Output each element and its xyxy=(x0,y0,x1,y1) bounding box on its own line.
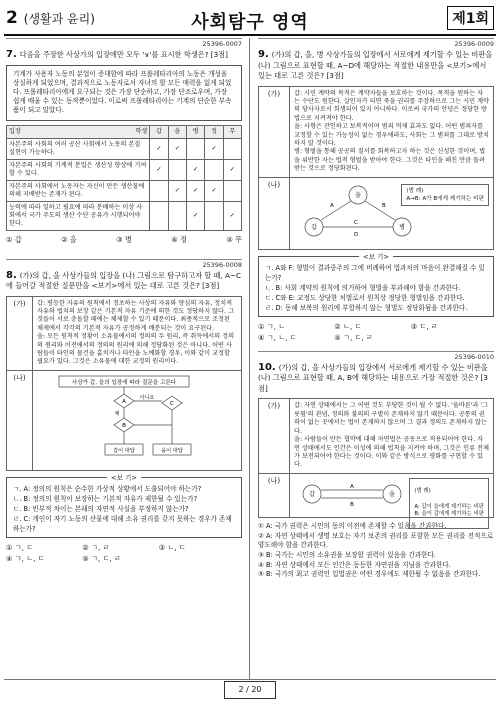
round-badge: 제1회 xyxy=(447,6,494,30)
bogi-item: ㄹ. D: 동해 보복의 원리에 부합하지 않는 형벌도 정당화됨을 간과한다. xyxy=(265,303,468,312)
node-eul: 을 xyxy=(355,191,361,199)
check-cell: ✓ xyxy=(168,180,186,201)
option-3[interactable]: ③ ㄴ, ㄷ xyxy=(158,543,186,553)
question-code: 25396-0010 xyxy=(258,351,494,361)
bogi-title: <보 기> xyxy=(107,473,141,483)
page-total: 20 xyxy=(251,685,262,694)
option-5[interactable]: ⑤ ㄱ, ㄷ, ㄹ xyxy=(334,332,373,342)
legend-text: A: 갑이 을에게 제기하는 비판 B: 을이 갑에게 제기하는 비판 xyxy=(414,503,484,518)
option-3[interactable]: ③ B: 국가는 시민의 소유권을 보장할 권력이 있음을 간과한다. xyxy=(258,550,437,559)
question-number: 7. xyxy=(6,49,17,60)
answer-options xyxy=(258,522,494,580)
subject-name: (생활과 윤리) xyxy=(23,12,95,26)
check-cell xyxy=(223,138,241,159)
question-number: 9. xyxy=(258,49,269,60)
question-stem: (가)의 갑, 을 사상가들의 입장을 (나) 그림으로 탐구하고자 할 때, A~C에 들어갈 적절한 질문만을 <보기>에서 있는 대로 고른 것은? [3점] xyxy=(6,270,241,291)
table-header: 갑 xyxy=(150,125,168,138)
answer-eul: 을이 대답 xyxy=(161,447,183,454)
check-cell: ✓ xyxy=(186,159,204,180)
bogi-item: ㄴ. B: 사회 계약의 원칙에 의거하여 형벌을 부과해야 함을 간과한다. xyxy=(265,283,461,292)
table-row xyxy=(7,180,242,201)
question-9 xyxy=(258,50,494,82)
option-4[interactable]: ④ 정 xyxy=(171,234,187,244)
edge-a: A xyxy=(330,202,334,209)
question-code: 25396-0009 xyxy=(258,38,494,48)
option-1[interactable]: ① 갑 xyxy=(6,234,22,244)
question-stem: 다음을 주장한 사상가의 입장에만 모두 '∨'를 표시한 학생은? [3점] xyxy=(19,50,228,59)
edge-a: A xyxy=(350,483,354,490)
question-stem: (가)의 갑, 을, 병 사상가들의 입장에서 서로에게 제기할 수 있는 비판을 (나) 그림으로 표현할 때, A~D에 해당하는 적절한 내용만을 <보기>에서 있는 대로 고른 것은? [3점] xyxy=(258,50,493,80)
check-cell: ✓ xyxy=(186,180,204,201)
check-cell: ✓ xyxy=(205,180,223,201)
passage-table xyxy=(258,86,494,250)
question-7 xyxy=(6,50,242,61)
passage-table xyxy=(258,398,494,518)
label-ga: (가) xyxy=(7,296,33,370)
legend-text: A→B: A가 B에게 제기하는 비판 xyxy=(406,195,484,202)
option-5[interactable]: ⑤ ㄱ, ㄷ, ㄹ xyxy=(82,554,121,564)
edge-yes: 예 xyxy=(114,410,120,417)
option-3[interactable]: ③ ㄷ, ㄹ xyxy=(410,321,438,331)
question-stem: (가)의 갑, 을 사상가들의 입장에서 서로에게 제기할 수 있는 비판을 (나) 그림으로 표현할 때, A, B에 해당하는 내용으로 가장 적절한 것은? [3점] xyxy=(258,362,488,393)
node-gap: 갑 xyxy=(311,223,317,231)
option-4[interactable]: ④ ㄱ, ㄴ, ㄷ xyxy=(258,332,297,342)
table-header: 병 xyxy=(186,125,204,138)
answer-ga: 갑이 대답 xyxy=(113,447,135,454)
check-cell: ✓ xyxy=(186,201,204,230)
node-eul: 을 xyxy=(389,490,395,498)
diagram-title: 사상가 갑, 을의 입장에 따라 질문을 고른다 xyxy=(71,379,177,386)
th-label-student: 학생 xyxy=(135,127,148,135)
page-header xyxy=(0,0,500,34)
check-cell xyxy=(150,201,168,230)
label-na: (나) xyxy=(7,370,33,470)
label-na: (나) xyxy=(259,177,290,249)
edge-c: C xyxy=(354,219,358,226)
header-rule xyxy=(4,34,496,36)
check-cell: ✓ xyxy=(150,138,168,159)
option-4[interactable]: ④ B: 자연 상태에서 모든 인간은 동등한 자연권을 지님을 간과한다. xyxy=(258,560,451,569)
row-text: 자본주의 사회의 여러 공산 사회에서 노동의 본질 실현이 가능하다. xyxy=(7,138,150,159)
label-na: (나) xyxy=(259,473,290,517)
row-text: 자본주의 사회에서 노동자는 자신이 만든 생산물에 의해 지배받는 존재가 된다. xyxy=(7,180,150,201)
table-header: 정 xyxy=(205,125,223,138)
label-ga: (가) xyxy=(259,86,290,177)
node-b: B xyxy=(122,422,126,429)
table-row xyxy=(7,201,242,230)
check-cell xyxy=(168,159,186,180)
question-code: 25396-0008 xyxy=(6,259,242,269)
flow-diagram xyxy=(33,370,242,470)
passage-text: 갑: 시민 계약의 목적은 계약자들을 보호하는 것이다. 목적을 원하는 자는 수단도 원한다. 살인자가 되면 죽을 권리를 주장하므로 그는 시민 계약의 당사자로서 희생되어 있지 아니하다. 이로써 국가의 안녕은 정당한 방법으로 지켜져야 한다. 을: 사형은 잔인하고 보복적이며 범죄 억제 효과도 없다. 어떤 범죄자를 교정할 수 있는 가능성이 없는 경우에라도, 사회는 그 범죄를 그대로 방치하지 말 것이다. 병: 형벌을 통해 공공의 질서를 회복하고자 하는 것은 신성한 것이며, 법을 위반한 자는 법적 형벌을 받아야 한다. 그것은 타인을 해친 만큼 돌려받는 것으로 정당화된다. xyxy=(290,86,494,177)
table-header: 무 xyxy=(223,125,241,138)
check-cell: ✓ xyxy=(205,138,223,159)
bogi-item: ㄹ. C: 개인이 자기 노동의 산물에 대해 소유 권리를 갖지 못하는 경우가 존재하는가? xyxy=(13,515,232,534)
answer-options xyxy=(6,235,242,245)
check-cell: ✓ xyxy=(223,159,241,180)
triangle-diagram xyxy=(290,177,494,249)
passage-box: 기계가 사용자 노동의 분업이 증대함에 따라 프롤레타리아의 노동은 개성을 상실하게 되었으며, 결과적으로 노동자로서 자녀의 할 모든 매력을 잃게 되었다. 프롤레타리아에게 요구되는 것은 가장 단순하고, 가장 단조로우며, 가장 쉽게 배울 수 있는 동작뿐이었다. 이로써 프롤레타리아는 기계의 단순한 부속품이 되고 말았다. xyxy=(6,65,242,121)
check-cell xyxy=(205,201,223,230)
legend-title: (범 례) xyxy=(414,488,431,495)
option-2[interactable]: ② A: 자연 상태에서 생명 보호는 자기 보존의 권리를 포함한 모든 권리를 전적으로 양도해야 함을 간과한다. xyxy=(258,531,494,550)
answer-options xyxy=(6,542,242,564)
question-code: 25396-0007 xyxy=(6,38,242,48)
bogi-item: ㄱ. A: 정의의 원칙은 순수한 가상적 상황에서 도출되어야 하는가? xyxy=(13,485,202,494)
check-cell xyxy=(150,180,168,201)
legend-title: (범 례) xyxy=(406,187,424,194)
check-cell xyxy=(223,180,241,201)
legend-box xyxy=(409,478,489,530)
left-column xyxy=(6,38,242,568)
bogi-box xyxy=(6,474,242,538)
row-text: 자본주의 사회의 기계적 분업은 생산성 향상에 기여할 수 있다. xyxy=(7,159,150,180)
option-5[interactable]: ⑤ 무 xyxy=(226,234,242,244)
question-number: 10. xyxy=(258,361,276,373)
option-2[interactable]: ② 을 xyxy=(61,234,77,244)
table-row xyxy=(7,138,242,159)
check-cell: ✓ xyxy=(168,138,186,159)
th-label: 입장 xyxy=(9,127,21,135)
check-cell xyxy=(186,138,204,159)
subject-number: 2 xyxy=(6,8,18,28)
column-divider xyxy=(249,38,250,680)
option-2[interactable]: ② ㄴ, ㄷ xyxy=(334,321,362,331)
check-cell xyxy=(168,201,186,230)
table-row xyxy=(7,159,242,180)
check-table xyxy=(6,125,242,231)
option-1[interactable]: ① ㄱ, ㄷ xyxy=(6,543,34,553)
option-3[interactable]: ③ 병 xyxy=(116,234,132,244)
bogi-item: ㄴ. B: 정의의 원칙이 보장하는 기본적 자유가 제한될 수 있는가? xyxy=(13,495,198,504)
option-1[interactable]: ① A: 국가 권력은 시민의 동의 이전에 존재할 수 있음을 간과한다. xyxy=(258,522,447,531)
label-ga: (가) xyxy=(259,399,290,473)
edge-b: B xyxy=(350,501,354,508)
node-gap: 갑 xyxy=(309,490,315,498)
check-cell: ✓ xyxy=(223,201,241,230)
passage-text: 갑: 평등한 자유의 원칙에서 정초하는 사상의 자유와 양심의 자유, 정치적 자유와 법치의 보장 같은 기본적 자유 기준에 의한 것도 정당하지 않다. 그것들이 서로 충돌할 때에는 체제할 수 있기 때문이다. 최종적으로 조정된 체제에서 각각의 기본적 자유가 공정하게 배분되는 것이 요구된다. 을: 모든 원칙적 정황이 소유물에서의 정의의 두 원리, 즉 취득에서의 정의의 원리와 이전에서의 정의의 원리에 의해 정당화된 것은 아니다. 어떤 사람들이 타인의 물건을 훔치거나 타인을 노예화할 경우, 이와 같이 교정할 필요가 있다. 그것은 소유물에 대한 교정의 원리이다. xyxy=(33,296,242,370)
footer-rule xyxy=(4,679,496,680)
critique-diagram xyxy=(294,477,414,511)
passage-text: 갑: 자연 상태에서는 그 어떤 것도 부당한 것이 될 수 없다. '올바른'과 '그릇됨'의 관념, 정의와 불의의 구별이 존재하지 않기 때문이다. 공통의 권력이 없는 곳에서는 법이 존재하지 않으며 그 결과 정의도 존재하지 않는다. 을: 사람들이 만든 협약에 대해 자연법은 공동으로 적용되어야 한다. 자연 상태에서도 인간은 이성에 의해 법칙을 지켜야 하며, 그것은 인류 전체가 보전되어야 한다는 것이다. 이와 같은 방식으로 평화를 구현할 수 있다. xyxy=(290,399,494,473)
table-header-item xyxy=(7,125,150,138)
node-a: A xyxy=(122,398,126,405)
bogi-box xyxy=(258,252,494,317)
question-8 xyxy=(6,271,242,292)
answer-options xyxy=(258,321,494,343)
node-byeong: 병 xyxy=(399,223,405,231)
option-1[interactable]: ① ㄱ, ㄴ xyxy=(258,321,286,331)
exam-title: 사회탐구 영역 xyxy=(191,12,309,33)
node-c: C xyxy=(170,400,174,407)
question-10 xyxy=(258,363,494,395)
table-header: 을 xyxy=(168,125,186,138)
passage-table xyxy=(6,296,242,472)
page-current: 2 xyxy=(238,685,244,694)
check-cell: ✓ xyxy=(150,159,168,180)
edge-b: B xyxy=(382,202,386,209)
bogi-title: <보 기> xyxy=(359,252,393,262)
edge-no: 아니요 xyxy=(139,394,155,401)
page-number: 2 / 20 xyxy=(224,681,276,699)
bogi-item: ㄷ. B: 빈부적 차이는 본래의 자연적 사실을 부정하지 않는가? xyxy=(13,505,189,514)
flow-chart-svg xyxy=(37,374,237,464)
critique-diagram-box xyxy=(290,473,494,517)
legend-box xyxy=(401,184,489,206)
option-4[interactable]: ④ ㄱ, ㄴ, ㄷ xyxy=(6,554,45,564)
option-2[interactable]: ② ㄱ, ㄹ xyxy=(82,543,110,553)
right-column xyxy=(258,38,494,584)
bogi-item: ㄱ. A와 F: 형벌이 결과중주의 그에 비례하여 법과처의 마음이 완결해질 수 있는가? xyxy=(265,263,485,282)
check-cell xyxy=(205,159,223,180)
bogi-item: ㄷ. C와 E: 교정도 상당한 처벌로서 원칙상 정당한 형벌임을 간과한다. xyxy=(265,293,465,302)
option-5[interactable]: ⑤ B: 국가의 최고 권력인 입법권은 어떤 경우에도 제한될 수 없음을 간과한다. xyxy=(258,570,481,579)
edge-d: D xyxy=(354,231,359,238)
question-number: 8. xyxy=(6,269,17,281)
row-text: 능력에 따라 일하고 필요에 따라 분배하는 이상 사회에서 국가 주도의 생산 수단 공유가 시행되어야 한다. xyxy=(7,201,150,230)
